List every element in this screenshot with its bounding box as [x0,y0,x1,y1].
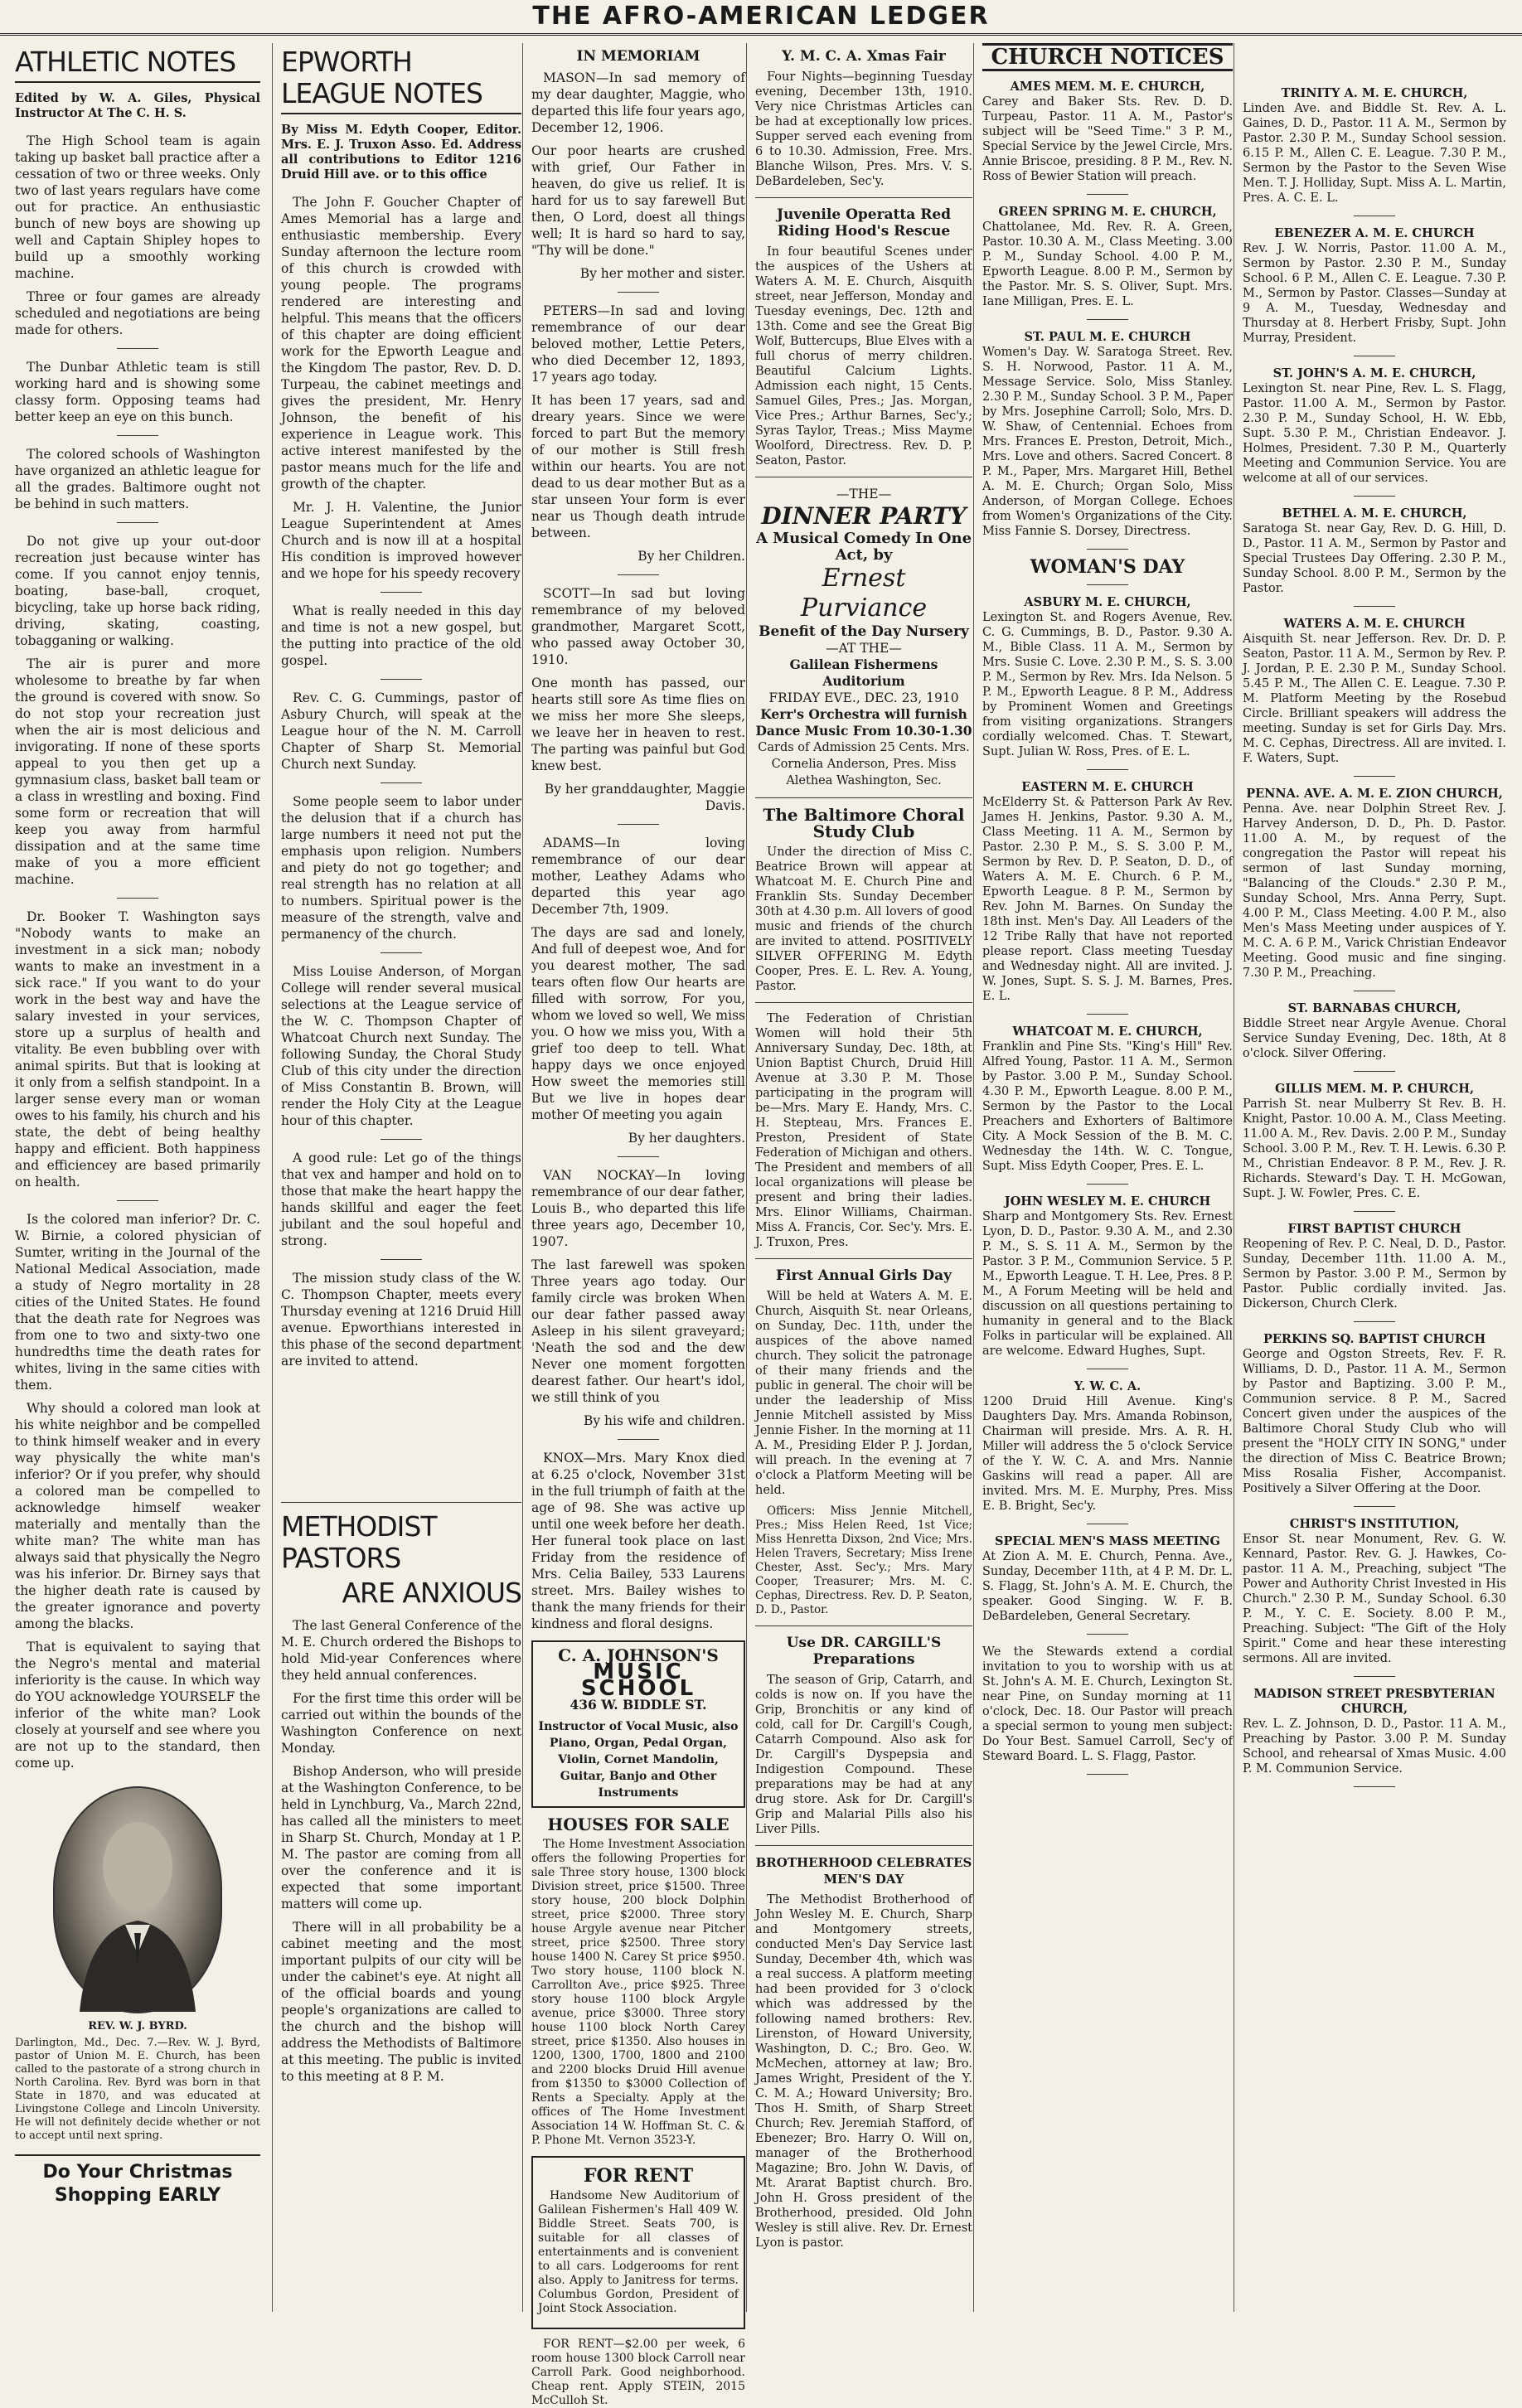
methodist-headline-1: METHODIST PASTORS [281,1510,437,1574]
church-notice [982,1025,1233,1185]
divider [1087,549,1128,550]
church-details: Rev. L. Z. Johnson, D. D., Pastor. 11 A. M., Preaching by Pastor. 3.00 P. M. Sunday School, and rehearsal of Xmas Music. 4.00 P. M. Communion Service. [1243,1718,1506,1776]
memoriam-signature: By her Children. [637,549,745,564]
memoriam-signature: By her daughters. [628,1131,745,1146]
brotherhood-text: The Methodist Brotherhood of John Wesley M. E. Church, Sharp and Montgomery streets, conducted Men's Day Service last Sunday, December 4th, which was a real success. A platform meeting had been provided for 3 o'clock which was addressed by the following named brothers: Rev. Lirenston, of Howard University, Washington, D. C.; Bro. Geo. W. McMechen, attorney at law; Bro. James Wright, President of the Y. C. M. A.; Howard University; Bro. Thos H. Smith, of Sharp Street Church; Rev. Jeremiah Stafford, of Ebenezer; Bro. Harry O. Will on, manager of the Brotherhood Magazine; Bro. John W. Davis, of Mt. Ararat Baptist church. Bro. John H. Gross president of the Brotherhood, presided. Old John Wesley is still alive. Rev. Dr. Ernest Lyon is pastor. [755,1893,972,2250]
church-list [982,80,1233,1775]
for-rent-text: Handsome New Auditorium of Galilean Fishermen's Hall 409 W. Biddle Street. Seats 700, is suitable for all classes of entertainments and is convenient to all cars. Lodgerooms for rent also. Apply to Janitress for terms. Columbus Gordon, President of Joint Stock Association. [538,2189,739,2315]
church-notice [982,780,1233,1015]
church-list [1243,86,1506,1787]
church-details: Reopening of Rev. P. C. Neal, D. D., Pastor. Sunday, December 11th. 11.00 A. M., Sermon by Pastor. 3.00 P. M., Sermon by Pastor. Public cordially invited. Jas. Dickerson, Church Clerk. [1243,1238,1506,1311]
divider [1354,1676,1395,1677]
banner-spacer [1243,43,1506,86]
church-notice [1243,366,1506,497]
portrait-photo [53,1786,222,2013]
divider [1354,1321,1395,1322]
article-paragraph: Bishop Anderson, who will preside at the Washington Conference, to be held in Lynchburg, Va., March 22nd, has called all the ministers to meet in Sharp St. Church, Monday at 1 P. M. The pastor are coming from all over the conference and it is expected that some important matters will come up. [281,1764,521,1911]
divider [380,679,422,680]
memoriam-signature: By her mother and sister. [579,266,745,281]
church-notice [1243,1517,1506,1677]
ymca-heading: Y. M. C. A. Xmas Fair [782,48,946,65]
church-details: At Zion A. M. E. Church, Penna. Ave., Sunday, December 11th, at 4 P. M. Dr. L. S. Flagg, St. John's A. M. E. Church, the speaker. Good Singing. W. F. B. DeBardeleben, General Secretary. [982,1550,1233,1623]
divider [755,1258,972,1259]
church-details: Ensor St. near Monument, Rev. G. W. Kennard, Pastor. Rev. G. J. Hawkes, Co-pastor. 11 A. M., Preaching, subject "The Power and Authority Christ Invested in His Church." 2.30 P. M., Sunday School. 6.30 P. M., Y. C. E. Society. 8.00 P. M., Preaching. Subject: "The Gift of the Holy Spirit." Come and hear these interesting sermons. All are invited. [1243,1533,1506,1665]
article-paragraph: The High School team is again taking up basket ball practice after a cessation of two or three weeks. Only two of last years regulars have come out for practice. An enthusiastic bunch of new boys are showing up well and Captain Shipley hopes to build up a smoothly working machine. [15,133,260,281]
church-name: MADISON STREET PRESBYTERIAN CHURCH, [1253,1687,1495,1716]
divider [1087,1184,1128,1185]
divider [1354,606,1395,607]
divider [755,197,972,198]
article-paragraph: Miss Louise Anderson, of Morgan College will render several musical selections at the League service of the W. C. Thompson Chapter of Whatcoat Church next Sunday. The following Sunday, the Choral Study Club of this city under the direction of Miss Constantin B. Brown, will render the Holy City at the League hour of this chapter. [281,964,521,1128]
church-name: PENNA. AVE. A. M. E. ZION CHURCH, [1246,787,1503,801]
article-paragraph: Some people seem to labor under the delusion that if a church has large numbers it need not put the emphasis upon religion. Numbers and piety do not go together; and real strength has no relation at all to numbers. Spiritual power is the measure of the strength, valve and permanency of the church. [281,794,521,942]
athletic-byline: Edited by W. A. Giles, Physical Instructor At The C. H. S. [15,91,260,120]
divider [1087,769,1128,770]
church-notice [1243,787,1506,991]
memoriam-signature: By her granddaughter, Maggie Davis. [544,782,745,813]
church-details: Parrish St. near Mulberry St Rev. B. H. Knight, Pastor. 10.00 A. M., Class Meeting. 11.00 A. M., Rev. Davis. 2.00 P. M., Sunday School. 3.00 P. M., Rev. T. H. Lewis. 6.30 P. M., Christian Endeavor. 8 P. M., Rev. J. R. Richards. Steward's Day. T. H. McGowan, Supt. J. W. Fowler, Pres. C. E. [1243,1097,1506,1200]
church-notice [1243,1332,1506,1507]
article-paragraph: Dr. Booker T. Washington says "Nobody wants to make an investment in a sick man; nobody wants to make an investment in a sick race." If you want to do your work in the best way and have the salary invested in your services, store up a surplus of health and vitality. Be even bubbling over with animal spirits. But that is looking at it only from a selfish standpoint. In a larger sense every man or woman owes to his family, his church and his state, the debt of being healthy happy and efficient. Both happiness and efficiencey are based primarily on health. [15,909,260,1189]
athletic-notes-headline: ATHLETIC NOTES [15,46,260,83]
divider [755,1845,972,1846]
ymca-text: Four Nights—beginning Tuesday evening, December 13th, 1910. Very nice Christmas Articles can be had at exceptionally low prices. Supper served each evening from 6 to 10.30. Admission, Free. Mrs. Blanche Wilson, Pres. Mrs. V. S. DeBardeleben, Sec'y. [755,70,972,188]
church-details: Aisquith St. near Jefferson. Rev. Dr. D. P. Seaton, Pastor. 11 A. M., Sermon by Rev. P. J. Jordan, P. E. 2.30 P. M., Sunday School. 5.45 P. M., The Allen C. E. League. 7.30 P. M. Platform Meeting by the Rosebud Circle. Brilliant speakers will address the meeting. Sunday is set for Girls Day. Mrs. M. C. Cephas, Directress. All are invited. I. F. Waters, Supt. [1243,632,1506,765]
divider [755,797,972,798]
portrait-caption [15,2020,260,2143]
memoriam-notice: VAN NOCKAY—In loving remembrance of our dear father, Louis B., who departed this life three years ago, December 10, 1907. [531,1168,745,1249]
divider [618,1439,659,1440]
article-paragraph: There will in all probability be a cabinet meeting and the most important pulpits of our city will be under the cabinet's eye. At night all of the official boards and young people's organizations are called to the church and the bishop will address the Methodists of Baltimore at this meeting. The public is invited to this meeting at 8 P. M. [281,1920,521,2084]
church-details: George and Ogston Streets, Rev. F. R. Williams, D. D., Pastor. 11 A. M., Sermon by Pastor and Baptizing. 3.00 P. M., Communion service. 8 P. M., Sacred Concert given under the auspices of the Baltimore Choral Study Club who will present the "HOLY CITY IN SONG," under the direction of Miss C. Beatrice Brown; Miss Rosalia Fisher, Accompanist. Positively a Silver Offering at the Door. [1243,1348,1506,1495]
church-name: AMES MEM. M. E. CHURCH, [1010,80,1205,94]
divider [380,782,422,783]
church-name: FIRST BAPTIST CHURCH [1287,1222,1461,1236]
church-notice [1243,1082,1506,1212]
divider [1087,194,1128,195]
divider [380,592,422,593]
church-name: ST. JOHN'S A. M. E. CHURCH, [1272,366,1476,380]
girls-day-heading: First Annual Girls Day [775,1267,952,1284]
divider [117,1200,158,1201]
church-notice [982,205,1233,320]
brotherhood-heading: BROTHERHOOD CELEBRATES MEN'S DAY [755,1855,972,1887]
dinner-benefit: Benefit of the Day Nursery [759,623,969,640]
article-paragraph: For the first time this order will be carried out within the bounds of the Washington Conference on next Monday. [281,1691,521,1756]
divider [618,824,659,825]
dinner-at: —AT THE— [826,641,902,656]
divider [117,435,158,436]
church-name: Y. W. C. A. [1074,1379,1142,1393]
memoriam-poem: It has been 17 years, sad and dreary years. Since we were forced to part But the memory of our mother is Still fresh within our hearts. You are not dead to us dear mother But as a star unseen Your form is ever near us Though death intrude between. [531,393,745,540]
divider [380,1259,422,1260]
church-notice [982,80,1233,195]
article-paragraph: That is equivalent to saying that the Negro's mental and material inferiority is the cause. In which way do YOU acknowledge YOURSELF the inferior of the white man? Look closely at yourself and see where you are not up to the standard, then come up. [15,1640,260,1771]
column-announcements [746,43,981,2312]
column-in-memoriam [522,43,754,2407]
church-name: JOHN WESLEY M. E. CHURCH [1004,1194,1211,1209]
church-notice [1243,617,1506,777]
article-paragraph: The Dunbar Athletic team is still working hard and is showing some classy form. Opposing teams had better keep an eye on this bunch. [15,360,260,424]
divider [755,1002,972,1003]
church-name: GILLIS MEM. M. P. CHURCH, [1274,1082,1475,1096]
memoriam-poem: The last farewell was spoken Three years ago today. Our family circle was broken When our dear father passed away Asleep in his silent graveyard; 'Neath the sod and the dew Never one moment forgotten dearest father. Our heart's idol, we still think of you [531,1257,745,1405]
dinner-party-ad [755,486,972,789]
divider [1087,1634,1128,1635]
church-name: GREEN SPRING M. E. CHURCH, [998,205,1217,219]
article-paragraph: Rev. C. G. Cummings, pastor of Asbury Church, will speak at the League hour of the N. M. Carroll Chapter of Sharp St. Memorial Church next Sunday. [281,690,521,772]
church-details: Lexington St. near Pine, Rev. L. S. Flagg, Pastor. 11.00 A. M., Sermon by Pastor. 2.30 P. M., Sunday School, H. W. Ebb, Supt. 5.30 P. M., Christian Endeavor. J. Holmes, President. 7.30 P. M., Quarterly Meeting and Communion Service. You are welcome at all of our services. [1243,382,1506,485]
divider [117,522,158,523]
article-paragraph: Three or four games are already scheduled and negotiations are being made for others. [15,289,260,337]
article-paragraph: Is the colored man inferior? Dr. C. W. Birnie, a colored physician of Sumter, writing in the Journal of the National Medical Association, made a study of Negro mortality in 28 cities of the United States. He found that the death rate for Negroes was from one to two and sixty-two one hundredths time the death rates for whites, living in the same cities with them. [15,1212,260,1393]
church-name: TRINITY A. M. E. CHURCH, [1281,86,1468,100]
church-details: We the Stewards extend a cordial invitation to you to worship with us at St. John's A. M. E. Church, Lexington St. near Pine, on Sunday morning at 11 o'clock, Dec. 18. Our Pastor will preach a special sermon to young men subject: Do Your Best. Samuel Carroll, Sec'y of Steward Board. L. S. Flagg, Pastor. [982,1645,1233,1763]
memoriam-poem: The days are sad and lonely, And full of deepest woe, And for you dearest mother, The sad tears often flow Our hearts are filled with sorrow, For you, whom we loved so well, We miss you. O how we miss you, With a grief too deep to tell. What happy days we once enjoyed How sweet the memories still But we live in hopes dear mother Of meeting you again [531,925,745,1122]
article-paragraph: The colored schools of Washington have organized an athletic league for all the grades. Baltimore ought not be behind in such matters. [15,447,260,511]
church-details: Linden Ave. and Biddle St. Rev. A. L. Gaines, D. D., Pastor. 11 A. M., Sermon by Pastor. 2.30 P. M., Sunday School session. 6.15 P. M., Allen C. E. League. 7.30 P. M., Sermon by the Pastor to the Seven Wise Men. T. J. Holliday, Supt. Miss A. L. Martin, Pres. A. C. E. L. [1243,102,1506,205]
church-notice [1243,86,1506,216]
church-name: CHRIST'S INSTITUTION, [1289,1517,1460,1531]
dinner-orchestra: Kerr's Orchestra will furnish Dance Music From 10.30-1.30 [755,706,972,739]
divider [1087,1774,1128,1775]
church-details: Women's Day. W. Saratoga Street. Rev. S. H. Norwood, Pastor. 11 A. M., Message Service. Solo, Miss Stanley. 2.30 P. M., Sunday School. 3 P. M., Paper by Mrs. Josephine Carroll; Solo, Mrs. D. W. Shaw, of Centennial. Echoes from Mrs. Frances E. Preston, Detroit, Mich., Mrs. Love and others. Sacred Concert. 8 P. M., Paper, Mrs. Margaret Hill, Bethel A. M. E. Church; Organ Solo, Miss Anderson, of Morgan College. Echoes from Women's Organizations of the City. Miss Fannie S. Dorsey, Directress. [982,346,1233,538]
divider [1354,1211,1395,1212]
church-notices-banner: CHURCH NOTICES [982,43,1233,71]
article-paragraph: A good rule: Let go of the things that vex and hamper and hold on to those that make the heart happy the hands skillful and eager the feet jubilant and the soul hopeful and strong. [281,1151,521,1248]
choral-text: Under the direction of Miss C. Beatrice Brown will appear at Whatcoat M. E. Church Pine and Franklin Sts. Sunday December 30th at 4.30 p.m. All lovers of good music and friends of the church are invited to attend. POSITIVELY SILVER OFFERING M. Edyth Cooper, Pres. E. L. Rev. A. Young, Pastor. [755,845,972,993]
church-name: WOMAN'S DAY [1030,556,1185,578]
christmas-shopping-ad: Do Your Christmas Shopping EARLY [15,2154,260,2207]
church-name: EASTERN M. E. CHURCH [1021,780,1194,794]
article-paragraph: Mr. J. H. Valentine, the Junior League Superintendent at Ames Church and is now ill at a hospital His condition is improved however and we hope for his speedy recovery [281,500,521,581]
dinner-admission: Cards of Admission 25 Cents. Mrs. Cornelia Anderson, Pres. Miss Alethea Washington, Sec. [758,741,970,787]
dinner-date: FRIDAY EVE., DEC. 23, 1910 [768,690,959,705]
operetta-heading: Juvenile Operatta Red Riding Hood's Rescue [776,206,952,240]
memoriam-poem: One month has passed, our hearts still sore As time flies on we miss her more She sleeps, we leave her in heaven to rest. The parting was painful but God knew best. [531,676,745,773]
divider [1087,319,1128,320]
operetta-text: In four beautiful Scenes under the auspices of the Ushers at Waters A. M. E. Church, Aisquith street, near Jefferson, Monday and Tuesday evenings, Dec. 12th and 13th. Come and see the Great Big Wolf, Buttercups, Blue Elves with a full chorus of merry children. Beautiful Calcium Lights. Admission each night, 15 Cents. Samuel Giles, Pres.; Jas. Morgan, Vice Pres.; Arthur Barnes, Sec'y.; Syras Taylor, Treas.; Miss Mayme Woolford, Directress. Rev. D. P. Seaton, Pastor. [755,245,972,468]
dinner-title: DINNER PARTY [761,502,967,530]
church-name: SPECIAL MEN'S MASS MEETING [995,1534,1220,1548]
church-notice [1243,1222,1506,1322]
for-rent-ad [531,2156,745,2329]
church-name: WHATCOAT M. E. CHURCH, [1012,1025,1203,1039]
memoriam-notice: MASON—In sad memory of my dear daughter, Maggie, who departed this life four years ago, December 12, 1906. [531,70,745,135]
column-church-notices-right [1234,43,1515,2312]
church-notice [982,1379,1233,1524]
church-name: EBENEZER A. M. E. CHURCH [1274,226,1475,240]
article-paragraph: What is really needed in this day and time is not a new gospel, but the putting into practice of the old gospel. [281,603,521,668]
divider [618,574,659,575]
divider [1087,584,1128,585]
church-details: Biddle Street near Argyle Avenue. Choral Service Sunday Evening, Dec. 18th, At 8 o'clock. Silver Offering. [1243,1017,1506,1060]
rent-notice: FOR RENT—$2.00 per week, 6 room house 1300 block Carroll near Carroll Park. Good neighborhood. Cheap rent. Apply STEIN, 2015 McCulloh St. [531,2338,745,2407]
church-name: PERKINS SQ. BAPTIST CHURCH [1263,1332,1486,1346]
divider [117,348,158,349]
church-notice [1243,226,1506,356]
article-paragraph: Why should a colored man look at his white neighbor and be compelled to think himself weaker and in every way physically the white man's inferior? Or if you prefer, why should a colored man be compelled to acknowledge himself weaker materially and mentally than the white man? The white man has always said that physically the Negro was his inferior. Dr. Birney says that the higher death rate is caused by the greater ignorance and poverty among the blacks. [15,1401,260,1631]
music-school-ad [531,1640,745,1808]
church-details: Rev. J. W. Norris, Pastor. 11.00 A. M., Sermon by Pastor. 2.30 P. M., Sunday School. 6 P. M., Allen C. E. League. 7.30 P. M., Sermon by Pastor. Classes—Sunday at 9 A. M., Tuesday, Wednesday and Thursday at 8. Herbert Frisby, Supt. John Murray, President. [1243,242,1506,345]
dinner-hall: Galilean Fishermens Auditorium [789,657,938,689]
houses-text: The Home Investment Association offers the following Properties for sale Three story house, 1300 block Division street, price $1500. Three story house, 200 block Dolphin street, price $2000. Three story house Argyle avenue near Pitcher street, price $2500. Three story house 1400 N. Carey St price $950. Two story house, 1100 block N. Carrollton Ave., price $925. Three story house 1100 block Argyle avenue, price $3000. Three story house 1100 block North Carey street, price $1350. Also houses in 1200, 1300, 1700, 1800 and 2100 and 2200 blocks Druid Hill avenue from $1350 to $3000 Collection of Rents a Specialty. Apply at the offices of The Home Investment Association 14 W. Hoffman St. C. & P. Phone Mt. Vernon 3523-Y. [531,1838,745,2147]
dinner-subtitle: A Musical Comedy In One Act, by [755,530,972,564]
memoriam-notice: PETERS—In sad and loving remembrance of our dear beloved mother, Lettie Peters, who died December 12, 1893, 17 years ago today. [531,303,745,385]
divider [1354,1506,1395,1507]
church-name: BETHEL A. M. E. CHURCH, [1282,506,1467,521]
girls-day-officers: Officers: Miss Jennie Mitchell, Pres.; Miss Helen Reed, 1st Vice; Miss Henretta Dixson, 2nd Vice; Mrs. Helen Travers, Secretary; Miss Irene Chester, Asst. Sec'y.; Mrs. Mary Cooper, Treasurer; Mrs. M. C. Cephas, Directress. Rev. D. P. Seaton, D. D., Pastor. [755,1504,972,1616]
memoriam-notice: SCOTT—In sad but loving remembrance of my beloved grandmother, Margaret Scott, who passed away October 30, 1910. [531,586,745,667]
church-name: WATERS A. M. E. CHURCH [1283,617,1466,631]
divider [1354,776,1395,777]
article-paragraph: The John F. Goucher Chapter of Ames Memorial has a large and enthusiastic membership. Every Sunday afternoon the lecture room of this church is crowded with young people. The programs rendered are interesting and helpful. This means that the officers of this chapter are doing efficient work for the Epworth League and the Kingdom The pastor, Rev. D. D. Turpeau, the cabinet meetings and gives the president, Mr. Henry Johnson, the benefit of his experience in League work. This active interest manifested by the pastor means much for the life and growth of the chapter. [281,195,521,492]
church-details: Lexington St. and Rogers Avenue, Rev. C. G. Cummings, B. D., Pastor. 9.30 A. M., Bible Class. 11 A. M., Sermon by Mrs. Susie C. Love. 2.30 P. M., S. S. 3.00 P. M., Sermon by Rev. Mrs. Ida Nelson. 5 P. M., Epworth League. 8 P. M., Address by Prominent Women and Greetings from visiting organizations. Strangers cordially welcomed. Chas. T. Stewart, Supt. Julian W. Ross, Pres. of E. L. [982,611,1233,758]
divider [1354,496,1395,497]
federation-text: The Federation of Christian Women will hold their 5th Anniversary Sunday, Dec. 18th, at Union Baptist Church, Druid Hill Avenue at 3.30 P. M. Those participating in the program will be—Mrs. Mary E. Handy, Mrs. C. H. Stepteau, Mrs. Frances E. Preston, President of State Federation of Michigan and others. The President and members of all local organizations will please be present and bring their ladies. Mrs. Elinor Williams, Chairman. Miss A. Francis, Cor. Sec'y. Mrs. E. J. Truxon, Pres. [755,1012,972,1249]
music-school-title: MUSIC SCHOOL [580,1659,696,1701]
dinner-author: Ernest Purviance [800,564,928,623]
church-name: ST. BARNABAS CHURCH, [1287,1001,1461,1015]
column-epworth-league [272,43,530,2312]
church-notice [982,330,1233,550]
memoriam-notice: ADAMS—In loving remembrance of our dear mother, Leathey Adams who departed this year ago December 7th, 1909. [531,836,745,917]
divider [1087,1014,1128,1015]
church-notice [982,556,1233,585]
divider [618,292,659,293]
memoriam-poem: Our poor hearts are crushed with grief, Our Father in heaven, do give us relief. It is hard for us to say farewell But then, O Lord, doest all things well; It is hard so hard to say, "Thy will be done." [531,143,745,258]
church-details: Saratoga St. near Gay, Rev. D. G. Hill, D. D., Pastor. 11 A. M., Sermon by Pastor and Special Trustees Day Offering. 2.30 P. M., Sunday School. 8.00 P. M., Sermon by the Pastor. [1243,522,1506,595]
church-details: 1200 Druid Hill Avenue. King's Daughters Day. Mrs. Amanda Robinson, Chairman will preside. Mrs. A. R. H. Miller will address the 5 o'clock Service of the Y. W. C. A. and Mrs. Nannie Gaskins will read a paper. All are invited. Mrs. M. E. Murphy, Pres. Miss E. B. Bright, Sec'y. [982,1395,1233,1513]
church-notice [982,595,1233,770]
column-athletic-notes [15,43,269,2312]
memoriam-signature: By his wife and children. [583,1413,745,1428]
church-details: McElderry St. & Patterson Park Av Rev. James H. Jenkins, Pastor. 9.30 A. M., Class Meeting. 11 A. M., Sermon by Pastor. 2.30 P. M., S. S. 3.00 P. M., Sermon by Rev. D. P. Seaton, D. D., of Waters A. M. E. Church. 6 P. M., Epworth League. 8 P. M., Sermon by Rev. John M. Barnes. On Sunday the 18th inst. Men's Day. All Leaders of the 12 Tribe Rally that have not reported please report. Class meeting Tuesday and Wednesday night. All are invited. J. W. Jones, Supt. S. S. J. M. Barnes, Pres. E. L. [982,796,1233,1003]
church-details: Carey and Baker Sts. Rev. D. D. Turpeau, Pastor. 11 A. M., Pastor's subject will be "Seed Time." 3 P. M., Special Service by the Jewel Circle, Mrs. Annie Briscoe, presiding. 8 P. M., Rev. N. Ross of Bewier Station will preach. [982,95,1233,183]
masthead: THE AFRO-AMERICAN LEDGER [0,0,1522,36]
epworth-headline: EPWORTH LEAGUE NOTES [281,46,521,114]
music-school-address: 436 W. BIDDLE ST. [570,1697,707,1713]
methodist-headline-2: ARE ANXIOUS [342,1577,521,1609]
music-school-owner: C. A. JOHNSON'S [558,1645,719,1665]
cargill-heading: Use DR. CARGILL'S Preparations [786,1635,942,1668]
church-notice [982,1534,1233,1635]
church-details: Penna. Ave. near Dolphin Street Rev. J. Harvey Anderson, D. D., Ph. D. Pastor. 11.00 A. M., by request of the congregation the Pastor will repeat his sermon of last Sunday morning, "Balancing of the Clouds." 2.30 P. M., Sunday School, Mrs. Anna Perry, Supt. 4.00 P. M., Class Meeting. 4.00 P. M., also Men's Mass Meeting under auspices of Y. M. C. A. 6 P. M., Varick Christian Endeavor Meeting. Good music and fine singing. 7.30 P. M., Preaching. [1243,802,1506,980]
church-notice [1243,1687,1506,1787]
church-details: Franklin and Pine Sts. "King's Hill" Rev. Alfred Young, Pastor. 11 A. M., Sermon by Pastor. 3.00 P. M., Sunday School. 4.30 P. M., Epworth League. 8.00 P. M., Sermon by the Pastor to the Local Preachers and Exhorters of Baltimore City. A Mock Session of the B. M. C. Wednesday the 14th. W. C. Tongue, Supt. Miss Edyth Cooper, Pres. E. L. [982,1040,1233,1173]
church-details: Chattolanee, Md. Rev. R. A. Green, Pastor. 10.30 A. M., Class Meeting. 3.00 P. M., Sunday School. 4.00 P. M., Epworth League. 8.00 P. M., Sermon by the Pastor. Mr. S. S. Oliver, Supt. Mrs. Iane Milligan, Pres. E. L. [982,220,1233,308]
epworth-byline: By Miss M. Edyth Cooper, Editor. Mrs. E. J. Truxon Asso. Ed. Address all contributions to Editor 1216 Druid Hill ave. or to this office [281,123,521,182]
portrait-figure [55,1788,221,2012]
church-name: ASBURY M. E. CHURCH, [1024,595,1191,609]
article-paragraph: Do not give up your out-door recreation just because winter has come. If you cannot enjoy tennis, boating, base-ball, croquet, bicycling, take up horse back riding, driving, skating, coasting, tobagganing or walking. [15,534,260,648]
caption-text: Darlington, Md., Dec. 7.—Rev. W. J. Byrd, pastor of Union M. E. Church, has been called to the pastorate of a strong church in North Carolina. Rev. Byrd was born in that State in 1870, and was educated at Livingstone College and Lincoln University. He will not definitely decide whether or not to accept until next spring. [15,2037,260,2142]
divider [117,898,158,899]
church-notice [982,1645,1233,1775]
divider [281,1502,521,1503]
divider [1354,1071,1395,1072]
divider [618,1156,659,1157]
music-school-text: Instructor of Vocal Music, also Piano, Organ, Pedal Organ, Violin, Cornet Mandolin, Guitar, Banjo and Other Instruments [538,1720,739,1800]
girls-day-text: Will be held at Waters A. M. E. Church, Aisquith St. near Orleans, on Sunday, Dec. 11th, under the auspices of the above named church. They solicit the patronage of their many friends and the public in general. The choir will be under the leadership of Miss Jennie Mitchell assisted by Miss Jennie Fisher. In the morning at 11 A. M., Presiding Elder P. J. Jordan, will preach. In the evening at 7 o'clock a Platform Meeting will be held. [755,1290,972,1497]
article-paragraph: The mission study class of the W. C. Thompson Chapter, meets every Thursday evening at 1216 Druid Hill avenue. Epworthians interested in this phase of the second department are invited to attend. [281,1271,521,1369]
church-details: Sharp and Montgomery Sts. Rev. Ernest Lyon, D. D., Pastor. 9.30 A. M., and 2.30 P. M., S. S. 11 A. M., Sermon by the Pastor. 3 P. M., Communion Service. 5 P. M., Epworth League. T. H. Lee, Pres. 8 P. M., A Forum Meeting will be held and discussion on all questions pertaining to humanity in general and to the Black Folks in particular will be explained. All are welcome. Edward Hughes, Supt. [982,1210,1233,1358]
church-notice [982,1194,1233,1369]
column-church-notices-left [973,43,1241,2312]
for-rent-heading: FOR RENT [583,2165,694,2187]
article-paragraph: The last General Conference of the M. E. Church ordered the Bishops to hold Mid-year Conferences where they held annual conferences. [281,1618,521,1683]
divider [1354,1786,1395,1787]
caption-name: REV. W. J. BYRD. [88,2020,187,2033]
church-notice [1243,506,1506,607]
memoriam-notice: KNOX—Mrs. Mary Knox died at 6.25 o'clock, November 31st in the full triumph of faith at the age of 98. She was active up until one week before her death. Her funeral took place on last Friday from the residence of Mrs. Celia Bailey, 533 Laurens street. Mrs. Bailey wishes to thank the many friends for their kindness and floral designs. [531,1451,745,1631]
dinner-the: —THE— [836,487,892,501]
article-paragraph: The air is purer and more wholesome to breathe by far when the ground is covered with snow. So do not stop your recreation just when the air is most delicious and invigorating. If none of these sports appeal to you then get up a gymnasium class, basket ball team or a class in wrestling and boxing. Find some form or recreation that will keep you away from harmful dissipation and at the same time make of you a more efficient machine. [15,657,260,887]
church-name: ST. PAUL M. E. CHURCH [1024,330,1191,344]
houses-heading: HOUSES FOR SALE [547,1814,729,1834]
memoriam-heading: IN MEMORIAM [576,48,700,65]
church-notice [1243,1001,1506,1072]
divider [380,1139,422,1140]
cargill-text: The season of Grip, Catarrh, and colds is now on. If you have the Grip, Bronchitis or any kind of cold, call for Dr. Cargill's Cough, Catarrh Compound. Also ask for Dr. Cargill's Dyspepsia and Indigestion Compound. These preparations may be had at any drug store. Ask for Dr. Cargill's Grip and Malarial Pills also his Liver Pills. [755,1674,972,1836]
choral-heading: The Baltimore Choral Study Club [763,805,965,841]
divider [380,952,422,953]
